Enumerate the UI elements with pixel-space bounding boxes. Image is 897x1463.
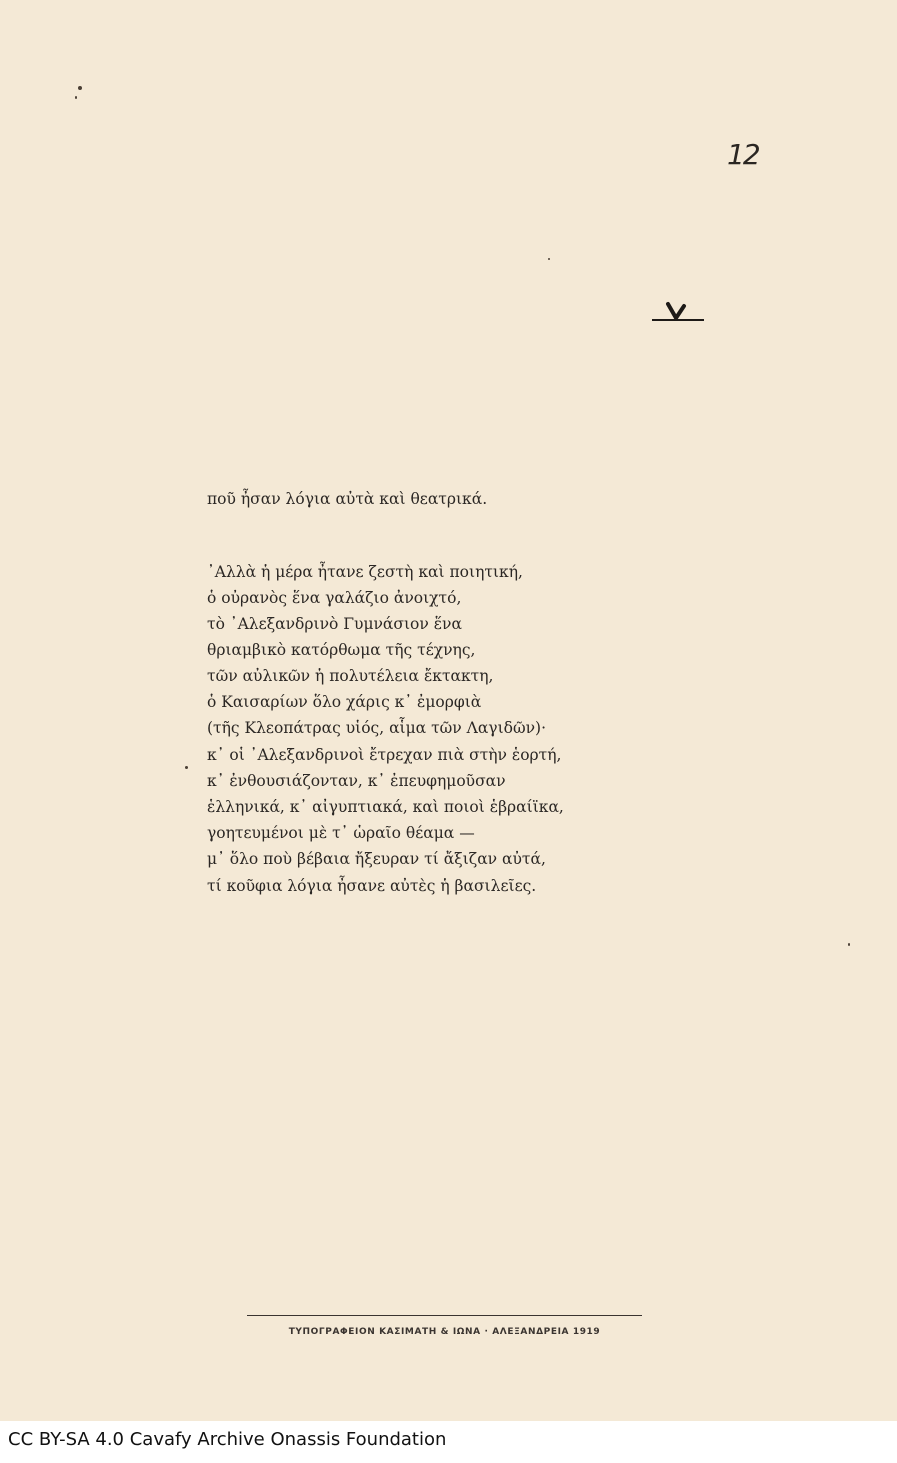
poem-line: (τῆς Κλεοπάτρας υἱός, αἷμα τῶν Λαγιδῶν)· <box>207 719 547 737</box>
poem-line: ᾿Αλλὰ ἡ μέρα ἦτανε ζεστὴ καὶ ποιητική, <box>207 563 523 581</box>
poem-line: μ᾿ ὅλο ποὺ βέβαια ἤξευραν τί ἄξιζαν αὐτά, <box>207 850 546 868</box>
footer-rule <box>247 1315 642 1316</box>
poem-line: γοητευμένοι μὲ τ᾿ ὡραῖο θέαμα — <box>207 824 475 842</box>
poem-line: κ᾿ οἱ ᾿Αλεξανδρινοὶ ἔτρεχαν πιὰ στὴν ἑορτή, <box>207 746 562 764</box>
ink-speck <box>185 766 188 769</box>
poem-line: θριαμβικὸ κατόρθωμα τῆς τέχνης, <box>207 641 476 659</box>
poem-line: ὁ Καισαρίων ὅλο χάρις κ᾿ ἐμορφιὰ <box>207 693 482 711</box>
poem-line: τῶν αὐλικῶν ἡ πολυτέλεια ἔκτακτη, <box>207 667 494 685</box>
ink-speck <box>848 943 850 946</box>
poem-line: τὸ ᾿Αλεξανδρινὸ Γυμνάσιον ἕνα <box>207 615 462 633</box>
license-credit: CC BY-SA 4.0 Cavafy Archive Onassis Foundation <box>8 1429 447 1450</box>
ink-speck <box>75 96 77 99</box>
poem-line: τί κοῦφια λόγια ἦσανε αὐτὲς ἡ βασιλεῖες. <box>207 877 537 895</box>
poem-line: κ᾿ ἐνθουσιάζονταν, κ᾿ ἐπευφημοῦσαν <box>207 772 506 790</box>
handwritten-check-mark <box>650 300 706 326</box>
printer-imprint: ΤΥΠΟΓΡΑΦΕΙΟΝ ΚΑΣΙΜΑΤΗ & ΙΩΝΑ · ΑΛΕΞΑΝΔΡΕΙΑ 1919 <box>288 1327 601 1337</box>
poem-line: ὁ οὐρανὸς ἕνα γαλάζιο ἀνοιχτό, <box>207 589 462 607</box>
ink-speck <box>548 258 550 260</box>
handwritten-page-number: 12 <box>727 138 759 171</box>
poem-line: ἑλληνικά, κ᾿ αἰγυπτιακά, καὶ ποιοὶ ἑβραίϊκα, <box>207 798 564 816</box>
poem-line: ποῦ ἦσαν λόγια αὐτὰ καὶ θεατρικά. <box>207 490 488 508</box>
ink-speck <box>78 86 82 90</box>
